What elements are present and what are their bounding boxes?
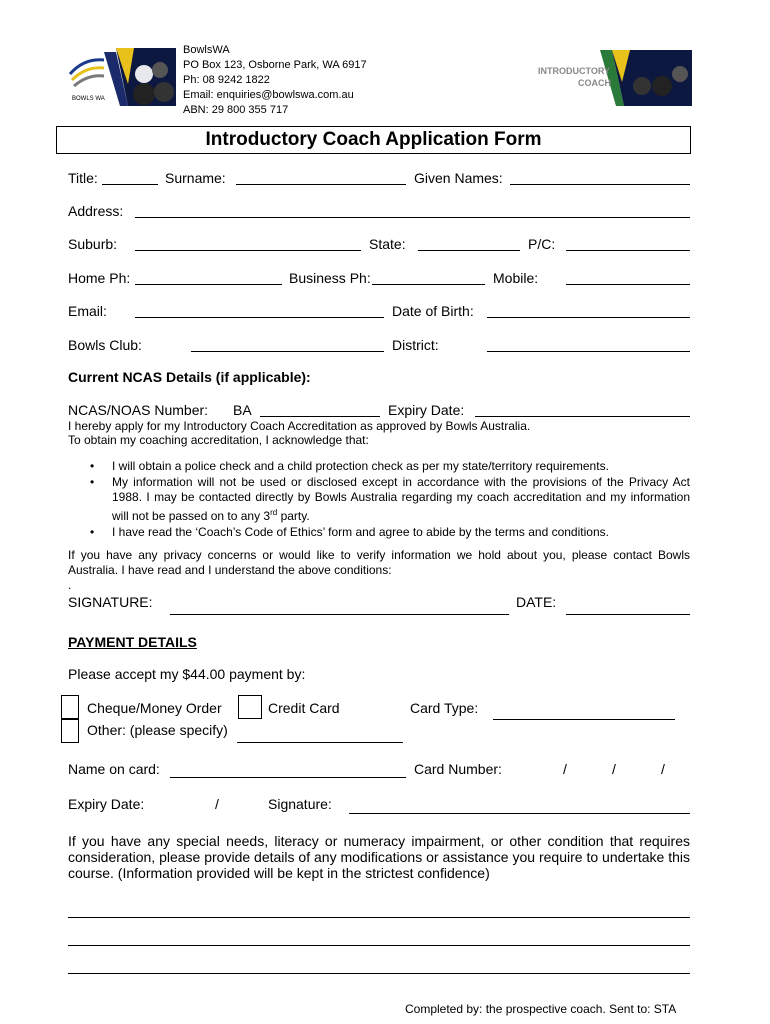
org-address-block bbox=[183, 43, 367, 118]
form-title: Introductory Coach Application Form bbox=[205, 129, 542, 150]
mobile-field[interactable] bbox=[566, 284, 690, 285]
bowls-club-label: Bowls Club: bbox=[68, 337, 142, 353]
card-number-slash: / bbox=[661, 761, 665, 777]
credit-card-label: Credit Card bbox=[268, 700, 340, 716]
address-field[interactable] bbox=[135, 217, 690, 218]
card-type-field[interactable] bbox=[493, 719, 675, 720]
acknowledgement-item: • I will obtain a police check and a child protection check as per my state/territory requirements. bbox=[84, 459, 690, 474]
card-number-slash: / bbox=[563, 761, 567, 777]
acknowledgement-list bbox=[84, 459, 690, 541]
org-phone: Ph: 08 9242 1822 bbox=[183, 74, 270, 86]
ncas-heading: Current NCAS Details (if applicable): bbox=[68, 369, 311, 385]
ncas-expiry-field[interactable] bbox=[475, 416, 690, 417]
mobile-label: Mobile: bbox=[493, 270, 539, 286]
ncas-prefix: BA bbox=[233, 402, 252, 418]
ncas-expiry-label: Expiry Date: bbox=[388, 402, 465, 418]
signature-label: SIGNATURE: bbox=[68, 594, 153, 610]
dob-label: Date of Birth: bbox=[392, 303, 474, 319]
svg-text:INTRODUCTORY: INTRODUCTORY bbox=[538, 66, 610, 76]
business-phone-field[interactable] bbox=[372, 284, 485, 285]
name-on-card-field[interactable] bbox=[170, 777, 406, 778]
privacy-statement: If you have any privacy concerns or would like to verify information we hold about you, please contact Bowls Australia. I have read and I understand the above conditions: bbox=[68, 548, 690, 577]
dob-field[interactable] bbox=[487, 317, 690, 318]
home-phone-field[interactable] bbox=[135, 284, 282, 285]
org-abn: ABN: 29 800 355 717 bbox=[183, 104, 289, 116]
business-phone-label: Business Ph: bbox=[289, 270, 371, 286]
home-phone-label: Home Ph: bbox=[68, 270, 131, 286]
payment-accept-text: Please accept my $44.00 payment by: bbox=[68, 666, 306, 682]
privacy-dot: . bbox=[68, 578, 72, 592]
declaration-line-1: I hereby apply for my Introductory Coach Accreditation as approved by Bowls Australia. bbox=[68, 419, 531, 433]
expiry-date-label: Expiry Date: bbox=[68, 796, 145, 812]
footer-note: Completed by: the prospective coach. Sent to: STA bbox=[405, 1002, 677, 1016]
payment-signature-field[interactable] bbox=[349, 813, 690, 814]
signature-field[interactable] bbox=[170, 614, 509, 615]
card-type-label: Card Type: bbox=[410, 700, 479, 716]
other-label: Other: (please specify) bbox=[87, 722, 228, 738]
email-field[interactable] bbox=[135, 317, 384, 318]
org-email-row: Email: enquiries@bowlswa.com.au bbox=[183, 89, 354, 101]
card-number-slash: / bbox=[612, 761, 616, 777]
cheque-label: Cheque/Money Order bbox=[87, 700, 222, 716]
expiry-date-slash: / bbox=[215, 796, 219, 812]
bowls-wa-logo bbox=[64, 44, 176, 110]
credit-card-checkbox[interactable] bbox=[238, 695, 262, 719]
title-field[interactable] bbox=[102, 184, 158, 185]
pc-field[interactable] bbox=[566, 250, 690, 251]
org-name: BowlsWA bbox=[183, 44, 230, 56]
org-postal-address: PO Box 123, Osborne Park, WA 6917 bbox=[183, 59, 367, 71]
pc-label: P/C: bbox=[528, 236, 556, 252]
address-label: Address: bbox=[68, 203, 124, 219]
surname-label: Surname: bbox=[165, 170, 226, 186]
payment-signature-label: Signature: bbox=[268, 796, 332, 812]
special-needs-line-3[interactable] bbox=[68, 973, 690, 974]
given-names-label: Given Names: bbox=[414, 170, 503, 186]
surname-field[interactable] bbox=[236, 184, 406, 185]
district-field[interactable] bbox=[487, 351, 690, 352]
payment-heading: PAYMENT DETAILS bbox=[68, 634, 197, 650]
acknowledgement-item: • My information will not be used or disclosed except in accordance with the provisions of the Privacy Act 1988. I may be contacted directly by Bowls Australia regarding my coach accreditation and my information will not be passed on to any 3rd party. bbox=[84, 475, 690, 524]
given-names-field[interactable] bbox=[510, 184, 690, 185]
card-number-label: Card Number: bbox=[414, 761, 502, 777]
state-field[interactable] bbox=[418, 250, 520, 251]
special-needs-line-2[interactable] bbox=[68, 945, 690, 946]
other-checkbox[interactable] bbox=[61, 719, 79, 743]
ncas-number-label: NCAS/NOAS Number: bbox=[68, 402, 209, 418]
email-label: Email: bbox=[68, 303, 107, 319]
state-label: State: bbox=[369, 236, 406, 252]
date-field[interactable] bbox=[566, 614, 690, 615]
district-label: District: bbox=[392, 337, 439, 353]
form-title-box bbox=[56, 126, 691, 154]
suburb-field[interactable] bbox=[135, 250, 361, 251]
introductory-coach-logo bbox=[530, 46, 692, 108]
name-on-card-label: Name on card: bbox=[68, 761, 160, 777]
svg-text:BOWLS WA: BOWLS WA bbox=[72, 96, 105, 102]
title-label: Title: bbox=[68, 170, 98, 186]
special-needs-text: If you have any special needs, literacy or numeracy impairment, or other condition that requires consideration, please provide details of any modifications or assistance you require to undertake this course. (Information provided will be kept in the strictest confidence) bbox=[68, 833, 690, 881]
ncas-number-field[interactable] bbox=[260, 416, 380, 417]
suburb-label: Suburb: bbox=[68, 236, 118, 252]
other-field[interactable] bbox=[237, 742, 403, 743]
svg-text:COACH: COACH bbox=[578, 78, 611, 88]
cheque-checkbox[interactable] bbox=[61, 695, 79, 719]
acknowledgement-item: • I have read the ‘Coach’s Code of Ethics’ form and agree to abide by the terms and conditions. bbox=[84, 525, 690, 540]
date-label: DATE: bbox=[516, 594, 557, 610]
org-email-link[interactable]: enquiries@bowlswa.com.au bbox=[216, 89, 354, 101]
declaration-line-2: To obtain my coaching accreditation, I acknowledge that: bbox=[68, 433, 369, 447]
special-needs-line-1[interactable] bbox=[68, 917, 690, 918]
bowls-club-field[interactable] bbox=[191, 351, 384, 352]
